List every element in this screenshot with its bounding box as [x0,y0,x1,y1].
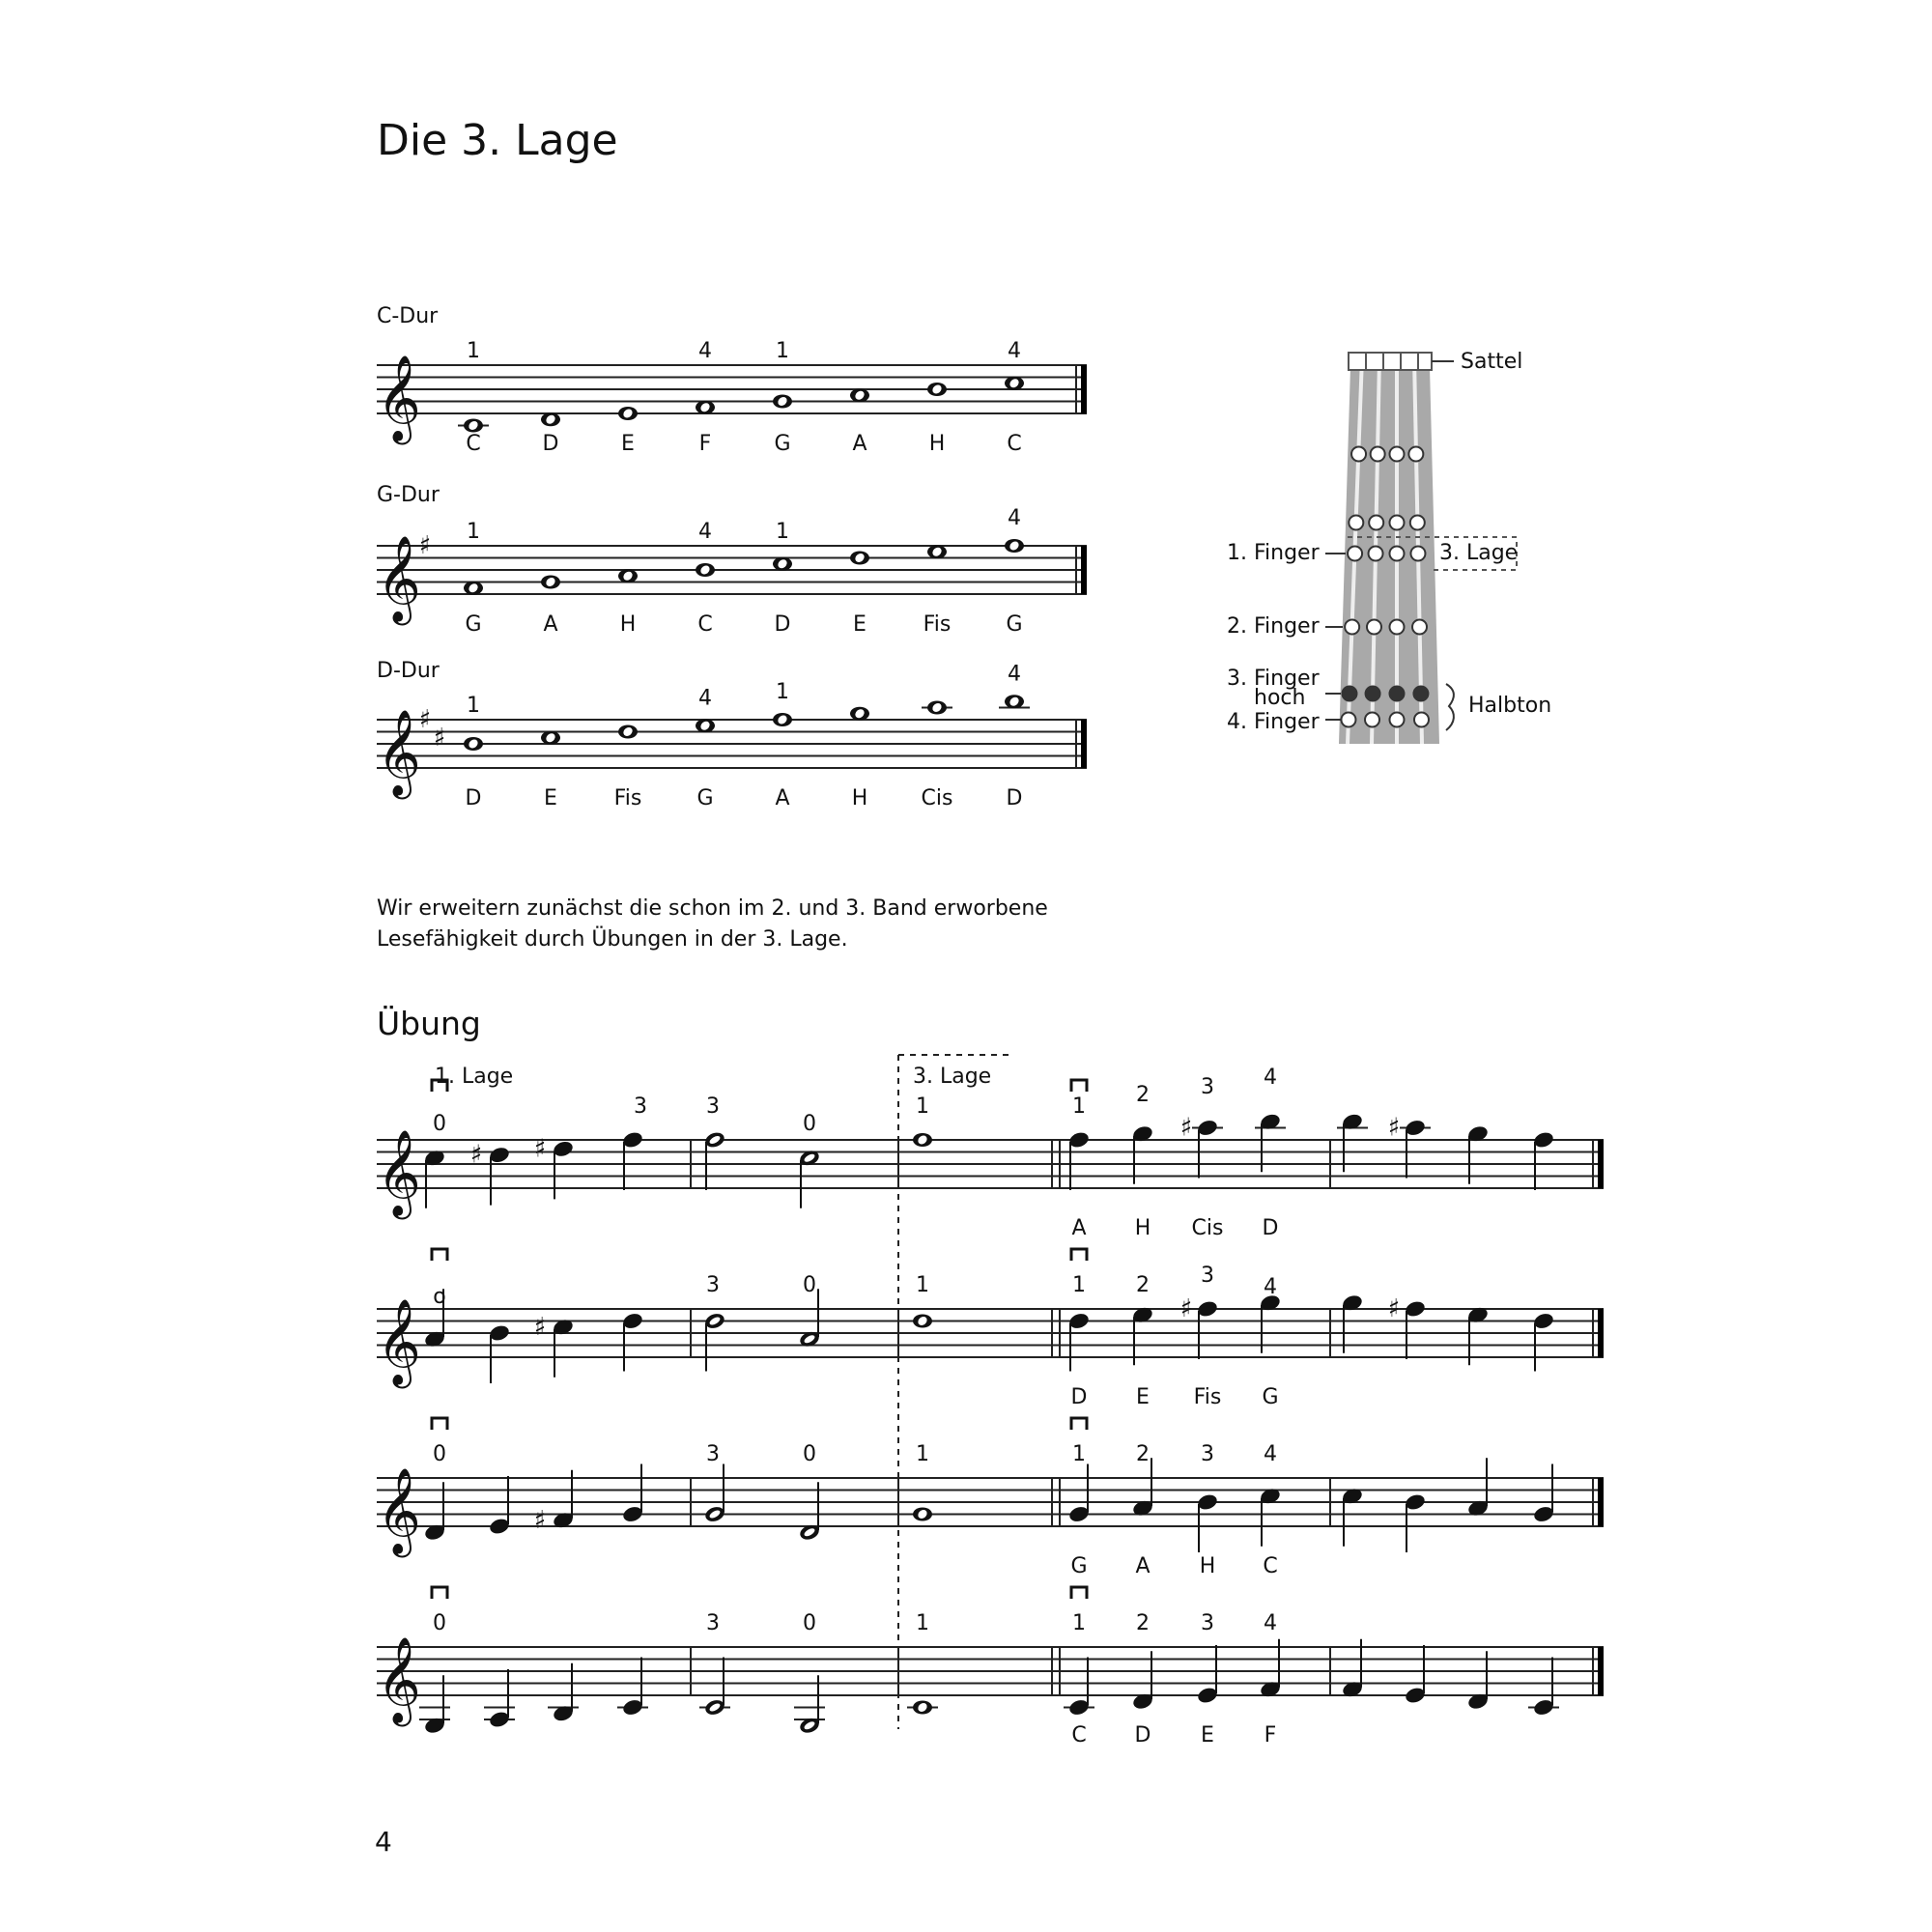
intro-line-2: Lesefähigkeit durch Übungen in der 3. Lage. [377,927,848,952]
note-name: C [697,612,713,637]
page-title: Die 3. Lage [377,116,618,165]
note-name: D [1134,1723,1151,1747]
treble-clef-icon: 𝄞 [377,1298,421,1385]
finger-dot [1341,713,1355,727]
note-name: G [774,432,791,456]
fingering-number: 0 [433,1112,446,1136]
note-name: C [466,432,481,456]
note-name: D [542,432,559,456]
note-name: G [1262,1385,1279,1409]
treble-clef-icon: 𝄞 [377,1129,421,1216]
sharp-icon: ♯ [533,1312,547,1342]
note-name: H [619,612,637,637]
sharp-icon: ♯ [1387,1294,1401,1323]
fingering-number: 1 [916,1094,929,1119]
treble-clef-icon: 𝄞 [377,709,421,796]
note-name: C [1263,1554,1278,1578]
note-name: G [696,786,714,810]
halbton-brace [1446,684,1454,730]
finger-dot [1369,547,1383,561]
finger-dot [1410,547,1425,561]
finger-dot [1367,620,1381,635]
page-number: 4 [375,1826,392,1858]
key-sharp-icon: ♯ [418,705,432,734]
label-finger-3: 3. Finger [1227,667,1320,691]
sharp-icon: ♯ [533,1134,547,1164]
fingering-number: 0 [803,1112,816,1136]
fingering-number: 2 [1136,1442,1150,1466]
finger-dot [1390,516,1405,530]
note-name: Cis [1191,1216,1224,1240]
note-name: G [465,612,482,637]
fingering-number: 3 [706,1094,720,1119]
fingering-number: 0 [433,1611,446,1635]
intro-line-1: Wir erweitern zunächst die schon im 2. und 3. Band erworbene [377,896,1048,921]
fingering-number: 1 [467,520,480,544]
note-name: D [1070,1385,1088,1409]
note-name: A [1135,1554,1151,1578]
finger-dot [1365,713,1379,727]
note-name: A [775,786,790,810]
label-finger-2: 2. Finger [1227,614,1320,639]
note-name: E [1136,1385,1150,1409]
fingering-number: 1 [916,1273,929,1297]
label-finger-1: 1. Finger [1227,541,1320,565]
label-1-lage: 1. Lage [435,1065,514,1089]
fingering-number: 1 [916,1442,929,1466]
note-name: D [465,786,482,810]
treble-clef-icon: 𝄞 [377,535,421,622]
treble-clef-icon: 𝄞 [377,1467,421,1554]
note-name: D [774,612,791,637]
fingering-number: 0 [803,1273,816,1297]
key-sharp-icon: ♯ [418,531,432,560]
label-halbton: Halbton [1468,694,1552,718]
note-name: H [1134,1216,1151,1240]
sharp-icon: ♯ [1179,1113,1193,1143]
finger-dot [1390,713,1405,727]
fingering-number: 1 [467,694,480,718]
fingering-number: 3 [1201,1075,1214,1099]
fingering-number: 0 [803,1611,816,1635]
fingering-number: 2 [1136,1083,1150,1107]
fingering-number: 3 [1201,1264,1214,1288]
fingering-number: 1 [1072,1611,1086,1635]
fingering-number: 1 [776,680,789,704]
label-sattel: Sattel [1461,350,1523,374]
finger-dot [1414,713,1429,727]
note-name: G [1070,1554,1088,1578]
fingering-number: 3 [706,1611,720,1635]
fingering-number: 4 [1008,339,1021,363]
finger-dot [1390,620,1405,635]
note-name: C [1071,1723,1087,1747]
label-finger-3-hoch: hoch [1254,686,1306,710]
note-name: E [544,786,557,810]
label-3-lage: 3. Lage [1439,541,1519,565]
fingering-number: 3 [1201,1611,1214,1635]
fingering-number: 1 [467,339,480,363]
note-name: H [928,432,946,456]
fingering-number: 4 [698,520,712,544]
note-name: D [1006,786,1023,810]
note-name: A [1071,1216,1087,1240]
nut-sattel [1349,353,1432,370]
finger-dot [1369,516,1383,530]
sharp-icon: ♯ [469,1140,483,1170]
note-name: Fis [613,786,642,810]
sharp-icon: ♯ [1179,1294,1193,1323]
fingering-number: 1 [1072,1094,1086,1119]
fingering-number: 3 [1201,1442,1214,1466]
note-name: F [1264,1723,1277,1747]
fingering-number: 1 [1072,1273,1086,1297]
finger-dot [1410,516,1425,530]
fingering-number: 0 [803,1442,816,1466]
fingering-number: 2 [1136,1273,1150,1297]
note-name: C [1007,432,1022,456]
treble-clef-icon: 𝄞 [377,1636,421,1723]
fingering-number: 3 [706,1442,720,1466]
finger-dot [1351,447,1366,462]
fingering-number: 3 [706,1273,720,1297]
finger-dot [1345,620,1359,635]
finger-dot-filled [1390,687,1405,701]
treble-clef-icon: 𝄞 [377,355,421,441]
note-name: Cis [921,786,953,810]
finger-dot [1371,447,1385,462]
fingering-number: 4 [698,686,712,711]
finger-dot [1390,447,1405,462]
fingering-number: 1 [776,520,789,544]
fingering-number: 3 [634,1094,647,1119]
label-finger-4: 4. Finger [1227,710,1320,734]
fingering-number: 2 [1136,1611,1150,1635]
note-name: D [1262,1216,1279,1240]
note-name: E [1201,1723,1214,1747]
finger-dot-filled [1366,687,1380,701]
fingering-number: 0 [433,1442,446,1466]
finger-dot [1348,547,1362,561]
finger-dot-filled [1413,687,1428,701]
fingering-number: o [433,1285,446,1309]
fingering-number: 4 [1264,1611,1277,1635]
finger-dot [1390,547,1405,561]
fingering-number: 4 [1264,1442,1277,1466]
exercise-heading: Übung [377,1005,481,1042]
note-name: F [698,432,712,456]
finger-dot [1412,620,1427,635]
note-name: A [852,432,867,456]
fingering-number: 4 [698,339,712,363]
finger-dot-filled [1343,687,1357,701]
label-3-lage-exercise: 3. Lage [913,1065,992,1089]
fingering-number: 1 [1072,1442,1086,1466]
scale-name-d: D-Dur [377,659,440,683]
note-name: H [1199,1554,1216,1578]
note-name: Fis [923,612,952,637]
key-sharp-icon: ♯ [433,723,446,753]
finger-dot [1408,447,1423,462]
scale-name-g: G-Dur [377,483,440,507]
note-name: G [1006,612,1023,637]
note-name: A [543,612,558,637]
fingering-number: 4 [1264,1275,1277,1299]
note-name: H [851,786,868,810]
finger-dot [1349,516,1363,530]
scale-name-c: C-Dur [377,304,439,328]
fingering-number: 1 [776,339,789,363]
sharp-icon: ♯ [1387,1113,1401,1143]
note-name: Fis [1193,1385,1222,1409]
fingering-number: 1 [916,1611,929,1635]
fingering-number: 4 [1264,1065,1277,1090]
fingering-number: 4 [1008,506,1021,530]
fingering-number: 4 [1008,662,1021,687]
sharp-icon: ♯ [533,1505,547,1535]
note-name: E [853,612,867,637]
note-name: E [621,432,635,456]
